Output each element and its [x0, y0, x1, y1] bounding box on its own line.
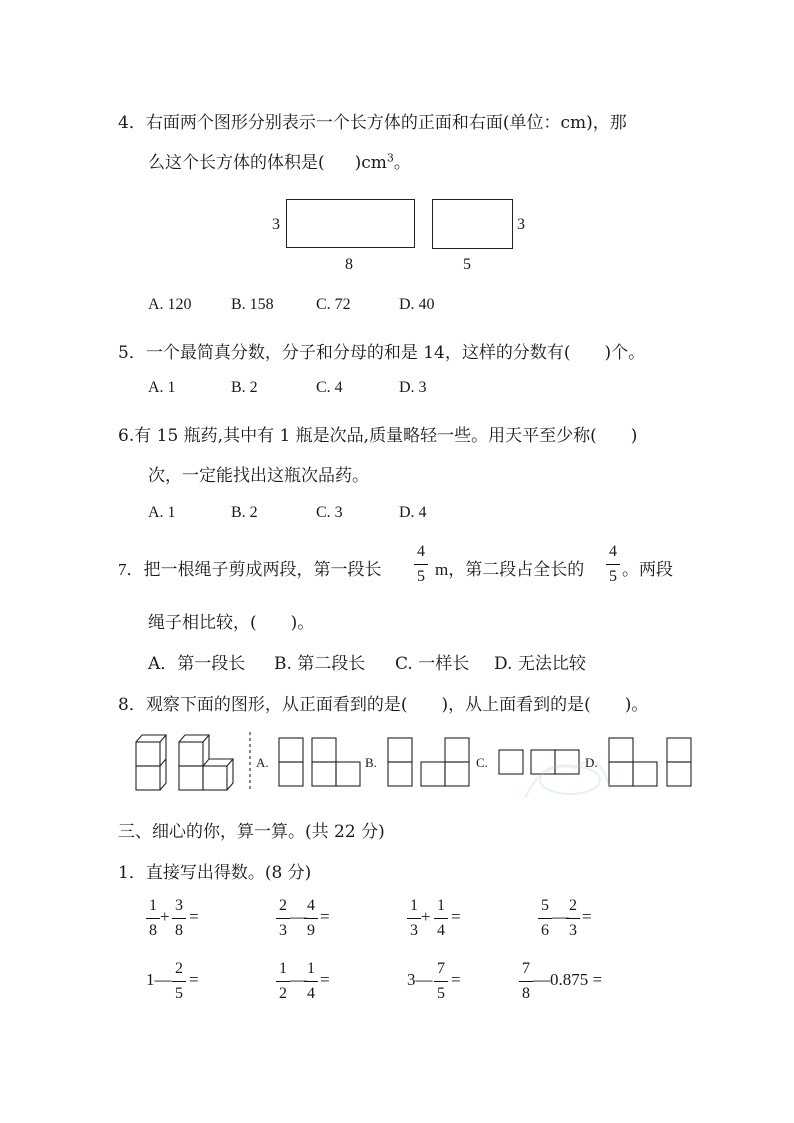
fraction: 1 3 — [407, 896, 421, 941]
q4-option-b[interactable]: B. 158 — [231, 296, 274, 313]
q4-option-a[interactable]: A. 120 — [148, 296, 192, 313]
front-face-rectangle — [286, 199, 415, 248]
q7-option-d[interactable]: D. 无法比较 — [494, 654, 586, 674]
equals-sign: = — [320, 970, 330, 989]
front-face-height-label: 3 — [272, 216, 280, 233]
equals-sign: = — [189, 907, 199, 926]
right-face-height-label: 3 — [517, 216, 525, 233]
q4-line2-pre: 么这个长方体的体积是( — [148, 153, 325, 173]
q6-option-b[interactable]: B. 2 — [231, 504, 258, 521]
fraction: 7 8 — [519, 959, 533, 1004]
q8-option-c-label[interactable]: C. — [476, 755, 488, 770]
q7-line2: 绳子相比较，( )。 — [148, 613, 315, 633]
option-b-views — [388, 738, 469, 786]
fraction: 7 5 — [434, 959, 448, 1004]
q8-figures — [130, 728, 700, 800]
q8-option-b-label[interactable]: B. — [365, 755, 377, 770]
equals-sign: = — [451, 970, 461, 989]
operator: + — [160, 907, 170, 926]
equals-sign: = — [320, 907, 330, 926]
fraction: 5 6 — [538, 896, 552, 941]
q8-option-a-label[interactable]: A. — [256, 755, 269, 770]
fraction: 3 8 — [172, 896, 186, 941]
fraction: 2 3 — [566, 896, 580, 941]
option-a-views — [279, 738, 360, 786]
q7-option-a[interactable]: A．第一段长 — [148, 654, 246, 674]
fraction: 1 4 — [434, 896, 448, 941]
fraction-numerator: 4 — [609, 543, 617, 560]
q5-option-c[interactable]: C. 4 — [316, 379, 343, 396]
option-c-views — [499, 750, 579, 774]
equals-sign: = — [451, 907, 461, 926]
fraction: 2 3 — [276, 896, 290, 941]
q6-option-d[interactable]: D. 4 — [399, 504, 427, 521]
equals-sign: = — [582, 907, 592, 926]
q4-option-c[interactable]: C. 72 — [316, 296, 351, 313]
operator: + — [421, 907, 431, 926]
section3-q1-title: 1．直接写出得数。(8 分) — [118, 863, 312, 883]
operator: — — [290, 907, 307, 926]
operator: — — [552, 907, 569, 926]
q6-line2: 次，一定能找出这瓶次品药。 — [148, 466, 369, 486]
leading-term: 3— — [407, 970, 433, 989]
fraction: 1 2 — [276, 959, 290, 1004]
l-shaped-cubes-figure — [179, 735, 233, 790]
q7-option-b[interactable]: B. 第二段长 — [274, 654, 366, 674]
q4-unit-exponent: 3 — [386, 151, 394, 165]
q5-option-d[interactable]: D. 3 — [399, 379, 427, 396]
operator: — — [290, 970, 307, 989]
two-stacked-cubes-figure — [136, 735, 166, 790]
q6-option-c[interactable]: C. 3 — [316, 504, 343, 521]
q6-option-a[interactable]: A. 1 — [148, 504, 176, 521]
fraction-denominator: 5 — [417, 568, 425, 585]
q7-option-c[interactable]: C. 一样长 — [395, 654, 470, 674]
q7-part1: 7．把一根绳子剪成两段，第一段长 — [118, 560, 382, 579]
q5-text: 5．一个最简真分数，分子和分母的和是 14，这样的分数有( )个。 — [118, 343, 646, 363]
q7-fraction-first-length — [414, 542, 428, 587]
q6-line1: 6.有 15 瓶药,其中有 1 瓶是次品,质量略轻一些。用天平至少称( ) — [118, 426, 638, 446]
q4-line1: 4．右面两个图形分别表示一个长方体的正面和右面(单位：cm)，那 — [118, 113, 627, 133]
trailing-term: —0.875 = — [533, 970, 603, 989]
q7-part3: 。两段 — [622, 560, 673, 579]
fraction: 4 9 — [304, 896, 318, 941]
q7-part2: m，第二段占全长的 — [435, 560, 585, 579]
q8-text: 8．观察下面的图形，从正面看到的是( )，从上面看到的是( )。 — [118, 695, 649, 715]
q5-option-b[interactable]: B. 2 — [231, 379, 258, 396]
q4-option-d[interactable]: D. 40 — [399, 296, 435, 313]
equals-sign: = — [189, 970, 199, 989]
leading-term: 1— — [146, 970, 172, 989]
q7-fraction-second-share — [606, 542, 620, 587]
q8-option-d-label[interactable]: D. — [585, 755, 598, 770]
q4-line2-post: )cm — [354, 153, 387, 173]
q5-option-a[interactable]: A. 1 — [148, 379, 176, 396]
fraction: 1 4 — [304, 959, 318, 1004]
fraction: 2 5 — [172, 959, 186, 1004]
front-face-width-label: 8 — [345, 256, 353, 273]
q4-line2-end: 。 — [393, 153, 411, 173]
section3-title: 三、细心的你，算一算。(共 22 分) — [118, 822, 385, 842]
right-face-width-label: 5 — [463, 256, 471, 273]
right-face-rectangle — [432, 199, 513, 249]
option-d-views — [609, 738, 691, 786]
fraction-numerator: 4 — [417, 543, 425, 560]
q4-line2 — [148, 148, 411, 173]
fraction: 1 8 — [146, 896, 160, 941]
fraction-denominator: 5 — [609, 568, 617, 585]
